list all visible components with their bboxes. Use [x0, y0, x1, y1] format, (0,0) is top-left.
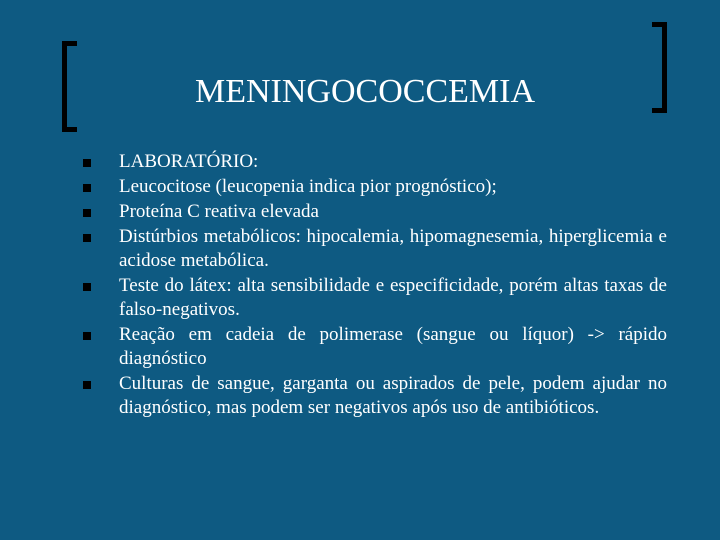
square-bullet-icon — [83, 332, 91, 340]
bullet-item-laboratorio — [82, 150, 667, 174]
bullet-item-leucocitose — [82, 175, 667, 199]
left-bracket-icon — [62, 41, 77, 132]
bullet-text: Leucocitose (leucopenia indica pior prognóstico); — [119, 176, 497, 197]
slide-title: MENINGOCOCCEMIA — [195, 73, 535, 110]
bullet-text: Teste do látex: alta sensibilidade e especificidade, porém altas taxas de falso-negativos. — [119, 275, 667, 320]
bullet-item-teste-latex — [82, 274, 667, 322]
square-bullet-icon — [83, 283, 91, 291]
bullet-text: LABORATÓRIO: — [119, 151, 259, 172]
bullet-text: Reação em cadeia de polimerase (sangue ou líquor) -> rápido diagnóstico — [119, 324, 667, 369]
square-bullet-icon — [83, 234, 91, 242]
bullet-text: Distúrbios metabólicos: hipocalemia, hipomagnesemia, hiperglicemia e acidose metabólica. — [119, 226, 667, 271]
bullet-item-proteina-c — [82, 200, 667, 224]
bullet-item-pcr — [82, 323, 667, 371]
bullet-text: Proteína C reativa elevada — [119, 201, 319, 222]
bullet-text: Culturas de sangue, garganta ou aspirados de pele, podem ajudar no diagnóstico, mas podem ser negativos após uso de antibióticos. — [119, 373, 667, 418]
bullet-item-disturbios — [82, 225, 667, 273]
square-bullet-icon — [83, 184, 91, 192]
right-bracket-icon — [652, 22, 667, 113]
bullet-item-culturas — [82, 372, 667, 420]
square-bullet-icon — [83, 159, 91, 167]
bullet-list — [82, 150, 667, 421]
square-bullet-icon — [83, 209, 91, 217]
square-bullet-icon — [83, 381, 91, 389]
